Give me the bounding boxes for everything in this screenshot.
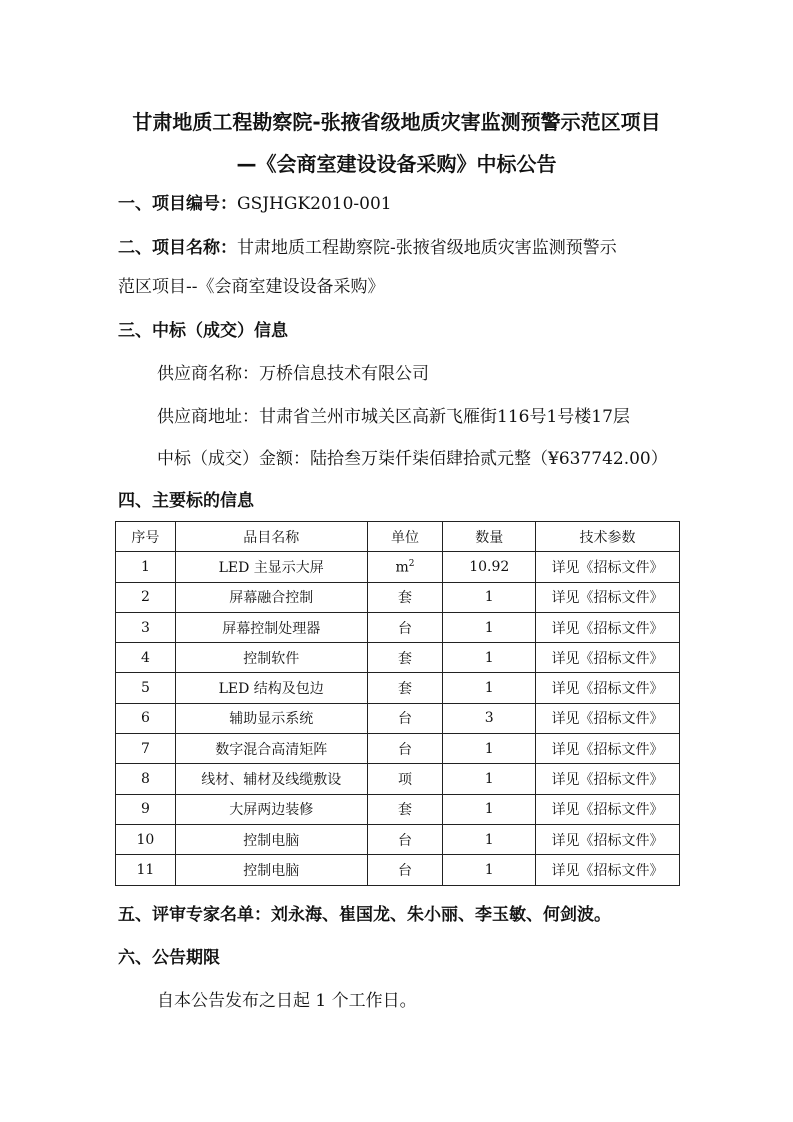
cell-qty: 1: [443, 673, 536, 703]
cell-name: 辅助显示系统: [175, 703, 367, 733]
cell-no: 1: [116, 552, 176, 582]
project-name-value-line2: 范区项目--《会商室建设设备采购》: [118, 277, 385, 297]
cell-spec: 详见《招标文件》: [536, 582, 680, 612]
cell-no: 5: [116, 673, 176, 703]
winner-section-heading: [118, 319, 288, 343]
cell-no: 9: [116, 794, 176, 824]
table-row: [116, 582, 680, 612]
table-row: [116, 764, 680, 794]
cell-no: 6: [116, 703, 176, 733]
project-name-label: 二、项目名称：: [118, 238, 237, 258]
cell-unit: 台: [367, 734, 443, 764]
column-header-qty: 数量: [443, 522, 536, 552]
cell-no: 2: [116, 582, 176, 612]
cell-spec: 详见《招标文件》: [536, 855, 680, 885]
cell-name: LED 结构及包边: [175, 673, 367, 703]
column-header-name: 品目名称: [175, 522, 367, 552]
column-header-no: 序号: [116, 522, 176, 552]
cell-qty: 1: [443, 612, 536, 642]
project-name-value-line1: 甘肃地质工程勘察院-张掖省级地质灾害监测预警示: [237, 238, 617, 258]
experts-section: [118, 903, 611, 927]
table-row: [116, 734, 680, 764]
cell-unit: 台: [367, 612, 443, 642]
cell-qty: 1: [443, 582, 536, 612]
period-section-heading: [118, 946, 220, 970]
cell-spec: 详见《招标文件》: [536, 824, 680, 854]
project-name-section: [118, 236, 617, 260]
cell-qty: 10.92: [443, 552, 536, 582]
unit-superscript: 2: [408, 558, 415, 569]
experts-text: 五、评审专家名单：刘永海、崔国龙、朱小丽、李玉敏、何剑波。: [118, 905, 611, 925]
table-row: [116, 794, 680, 824]
cell-unit: [367, 552, 443, 582]
cell-qty: 1: [443, 734, 536, 764]
cell-name: 屏幕融合控制: [175, 582, 367, 612]
document-title-line2: —《会商室建设设备采购》中标公告: [236, 152, 557, 176]
items-table: [115, 521, 680, 886]
winning-amount: 中标（成交）金额：陆拾叁万柒仟柒佰肆拾贰元整（¥637742.00）: [157, 449, 668, 469]
cell-spec: 详见《招标文件》: [536, 794, 680, 824]
cell-spec: 详见《招标文件》: [536, 764, 680, 794]
cell-name: LED 主显示大屏: [175, 552, 367, 582]
cell-name: 数字混合高清矩阵: [175, 734, 367, 764]
cell-name: 控制电脑: [175, 824, 367, 854]
project-number-value: GSJHGK2010-001: [237, 194, 392, 214]
cell-spec: 详见《招标文件》: [536, 673, 680, 703]
document-title-line1: 甘肃地质工程勘察院-张掖省级地质灾害监测预警示范区项目: [132, 110, 661, 134]
cell-unit: 台: [367, 703, 443, 733]
cell-spec: 详见《招标文件》: [536, 552, 680, 582]
cell-qty: 1: [443, 764, 536, 794]
project-number-section: [118, 192, 392, 216]
table-row: [116, 552, 680, 582]
table-row: [116, 824, 680, 854]
cell-spec: 详见《招标文件》: [536, 734, 680, 764]
cell-name: 控制电脑: [175, 855, 367, 885]
cell-no: 10: [116, 824, 176, 854]
cell-name: 大屏两边装修: [175, 794, 367, 824]
cell-unit: 套: [367, 643, 443, 673]
table-row: [116, 855, 680, 885]
cell-name: 屏幕控制处理器: [175, 612, 367, 642]
cell-unit: 套: [367, 582, 443, 612]
column-header-unit: 单位: [367, 522, 443, 552]
cell-qty: 1: [443, 643, 536, 673]
period-text: 自本公告发布之日起 1 个工作日。: [157, 991, 417, 1011]
cell-spec: 详见《招标文件》: [536, 643, 680, 673]
items-heading: 四、主要标的信息: [118, 491, 254, 511]
cell-no: 11: [116, 855, 176, 885]
cell-no: 3: [116, 612, 176, 642]
cell-qty: 1: [443, 824, 536, 854]
cell-unit: 台: [367, 855, 443, 885]
table-row: [116, 643, 680, 673]
cell-unit-text: m: [395, 559, 409, 576]
period-heading: 六、公告期限: [118, 948, 220, 968]
cell-qty: 1: [443, 855, 536, 885]
column-header-spec: 技术参数: [536, 522, 680, 552]
cell-unit: 台: [367, 824, 443, 854]
supplier-address: 供应商地址：甘肃省兰州市城关区高新飞雁街116号1号楼17层: [157, 407, 630, 427]
table-row: [116, 703, 680, 733]
cell-spec: 详见《招标文件》: [536, 703, 680, 733]
table-header-row: [116, 522, 680, 552]
cell-spec: 详见《招标文件》: [536, 612, 680, 642]
table-row: [116, 612, 680, 642]
cell-name: 线材、辅材及线缆敷设: [175, 764, 367, 794]
cell-no: 7: [116, 734, 176, 764]
cell-no: 4: [116, 643, 176, 673]
cell-no: 8: [116, 764, 176, 794]
cell-unit: 套: [367, 794, 443, 824]
cell-qty: 3: [443, 703, 536, 733]
winner-heading: 三、中标（成交）信息: [118, 321, 288, 341]
cell-unit: 套: [367, 673, 443, 703]
items-section-heading: [118, 489, 254, 513]
supplier-name: 供应商名称：万桥信息技术有限公司: [157, 364, 429, 384]
cell-unit: 项: [367, 764, 443, 794]
table-row: [116, 673, 680, 703]
cell-qty: 1: [443, 794, 536, 824]
cell-name: 控制软件: [175, 643, 367, 673]
project-number-label: 一、项目编号：: [118, 194, 237, 214]
